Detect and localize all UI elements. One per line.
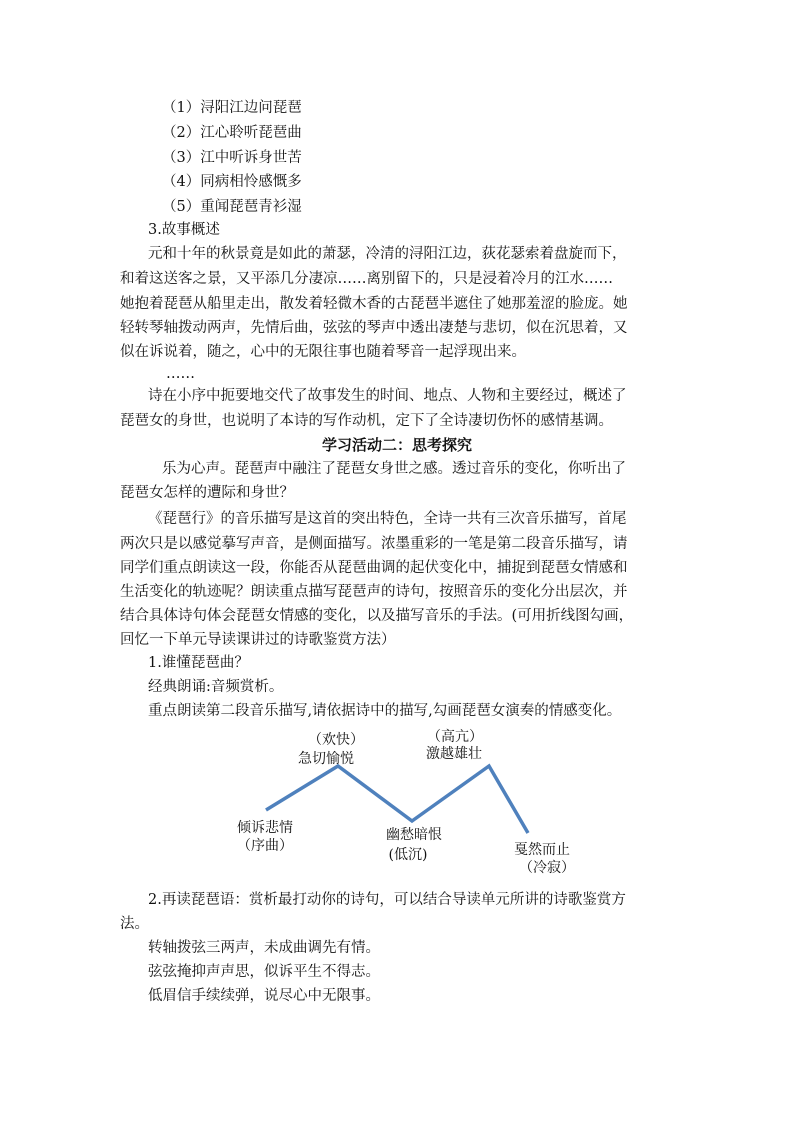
analysis-line-6: 回忆一下单元导读课讲过的诗歌鉴赏方法） xyxy=(120,632,396,648)
story-line-1: 元和十年的秋景竟是如此的萧瑟，冷清的浔阳江边，荻花瑟索着盘旋而下， xyxy=(148,246,627,262)
analysis-line-3: 同学们重点朗读这一段，你能否从琵琶曲调的起伏变化中，捕捉到琵琶女情感和 xyxy=(120,560,628,576)
q2-line-1: 2.再读琵琶语：赏析最打动你的诗句，可以结合导读单元所讲的诗歌鉴赏方 xyxy=(148,892,626,908)
node-2-bottom-label: 急切愉悦 xyxy=(298,751,354,767)
summary-line-2: 琵琶女的身世，也说明了本诗的写作动机，定下了全诗凄切伤怀的感情基调。 xyxy=(120,413,613,429)
node-2-top-label: （欢快） xyxy=(308,732,364,748)
list-item-2: （2）江心聆听琵琶曲 xyxy=(162,125,302,141)
story-heading: 3.故事概述 xyxy=(148,222,220,238)
poem-line-1: 转轴拨弦三两声，未成曲调先有情。 xyxy=(148,940,380,956)
poem-line-3: 低眉信手续续弹，说尽心中无限事。 xyxy=(148,988,380,1004)
analysis-line-2: 两次只是以感觉摹写声音，是侧面描写。浓墨重彩的一笔是第二段音乐描写，请 xyxy=(120,536,628,552)
list-item-4: （4）同病相怜感慨多 xyxy=(162,174,302,190)
story-ellipsis: …… xyxy=(166,366,195,382)
analysis-line-1: 《琵琶行》的音乐描写是这首的突出特色，全诗一共有三次音乐描写，首尾 xyxy=(148,511,627,527)
intro-line-1: 乐为心声。琵琶声中融注了琵琶女身世之感。透过音乐的变化，你听出了 xyxy=(162,461,626,477)
node-4-top-label: （高亢） xyxy=(427,729,483,745)
node-5-top-label: 戛然而止 xyxy=(514,842,570,858)
activity-title: 学习活动二：思考探究 xyxy=(321,436,472,454)
node-3-top-label: 幽愁暗恨 xyxy=(386,827,442,843)
list-item-5: （5）重闻琵琶青衫湿 xyxy=(162,199,302,215)
story-line-2: 和着这送客之景，又平添几分凄凉……离别留下的，只是浸着冷月的江水…… xyxy=(120,271,613,287)
analysis-line-5: 结合具体诗句体会琵琶女情感的变化，以及描写音乐的手法。(可用折线图勾画， xyxy=(120,608,634,624)
intro-line-2: 琵琶女怎样的遭际和身世？ xyxy=(120,485,294,501)
q2-line-2: 法。 xyxy=(120,916,149,932)
node-5-bottom-label: （冷寂） xyxy=(519,860,575,876)
poem-line-2: 弦弦掩抑声声思，似诉平生不得志。 xyxy=(148,964,380,980)
summary-line-1: 诗在小序中扼要地交代了故事发生的时间、地点、人物和主要经过，概述了 xyxy=(148,388,627,404)
story-line-3: 她抱着琵琶从船里走出，散发着轻微木香的古琵琶半遮住了她那羞涩的脸庞。她 xyxy=(120,296,628,312)
list-item-3: （3）江中听诉身世苦 xyxy=(162,150,302,166)
q1-reading: 经典朗诵:音频赏析。 xyxy=(148,679,284,695)
story-line-4: 轻转琴轴拨动两声，先情后曲，弦弦的琴声中透出凄楚与悲切，似在沉思着，又 xyxy=(120,320,628,336)
node-1-bottom-label: （序曲） xyxy=(237,838,293,854)
node-4-bottom-label: 激越雄壮 xyxy=(426,746,482,762)
story-line-5: 似在诉说着，随之，心中的无限往事也随着琴音一起浮现出来。 xyxy=(120,344,526,360)
analysis-line-4: 生活变化的轨迹呢？朗读重点描写琵琶声的诗句，按照音乐的变化分出层次，并 xyxy=(120,584,628,600)
node-3-bottom-label: (低沉) xyxy=(388,847,428,863)
q1-task: 重点朗读第二段音乐描写,请依据诗中的描写,勾画琵琶女演奏的情感变化。 xyxy=(148,703,622,719)
node-1-top-label: 倾诉悲情 xyxy=(237,820,293,836)
q1-heading: 1.谁懂琵琶曲？ xyxy=(148,655,249,671)
list-item-1: （1）浔阳江边问琵琶 xyxy=(162,100,302,116)
